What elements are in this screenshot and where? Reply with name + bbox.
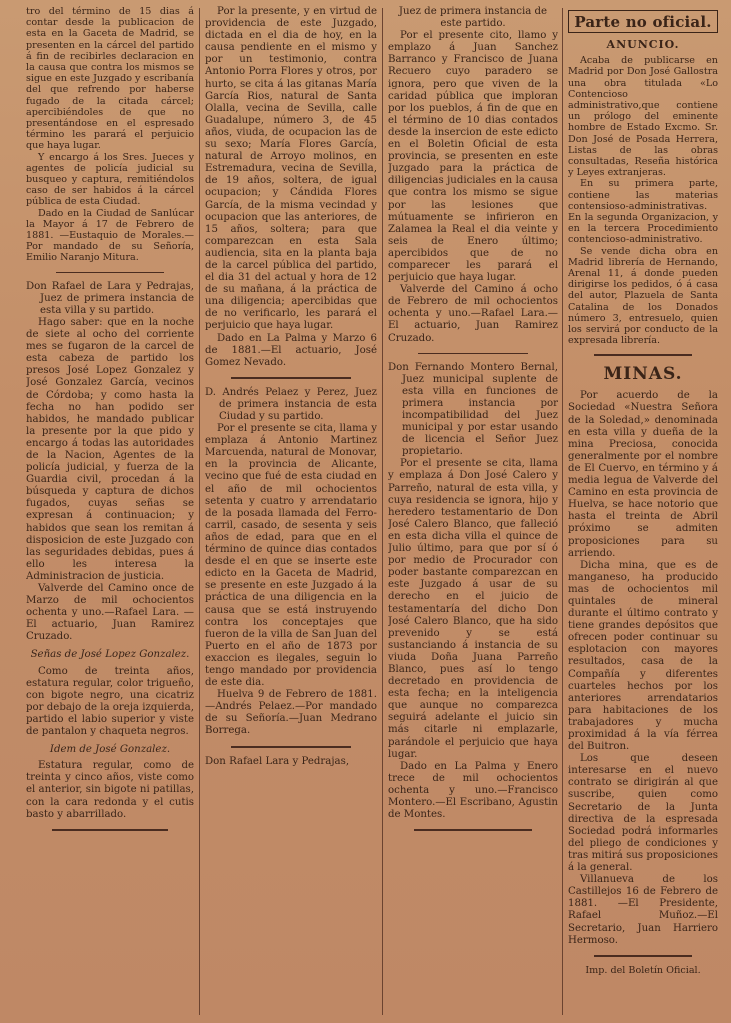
column-divider [382, 8, 383, 1015]
edict-date: Dado en La Palma y Marzo 6 de 1881.—El actuario, José Gomez Nevado. [205, 332, 377, 368]
edict-date: Dado en La Palma y Enero trece de mil ochocientos ochenta y uno.—Francisco Montero.—El Escribano, Agustin de Montes. [388, 760, 558, 821]
edict-heading: Don Rafael de Lara y Pedrajas, Juez de primera instancia de esta villa y su partido. [26, 280, 194, 316]
edict-heading: Juez de primera instancia de este partido. [398, 6, 548, 30]
anuncio-title: ANUNCIO. [606, 38, 680, 51]
column-1 [26, 6, 194, 1017]
separator [594, 955, 692, 957]
edict-body: Por el presente se cita, llama y emplaza á Antonio Martinez Marcuenda, natural de Monovar, en la provincia de Alicante, vecino que fué de esta ciudad en el año de mil ochocientos setenta y cuatro y arrendatario de la posada llamada del Ferro-carril, casado, de sesenta y seis años de edad, para que en el término de quince dias contados desde el en que se inserte este edicto en la Gaceta de Madrid, se presente en este Juzgado á la práctica de una diligencia en la causa que se está instruyendo contra los conceptajes que fueron de la villa de San Juan del Puerto en el año de 1873 por exaccion es ilegales, seguin lo tengo mandado por providencia de este dia. [205, 423, 377, 689]
edict-citacion [205, 6, 377, 369]
column-4 [568, 6, 718, 1017]
edict-heading: Don Fernando Montero Bernal, Juez municipal suplente de esta villa en funciones de primera instancia por incompatibilidad del Juez municipal y por estar usando de licencia el Señor Juez propietario. [388, 361, 558, 458]
separator [52, 829, 168, 831]
edict-date: Valverde del Camino once de Marzo de mil ochocientos ochenta y uno.—Rafael Lara. —El actuario, Juan Ramirez Cruzado. [26, 583, 194, 643]
separator [56, 272, 164, 273]
minas-text: Los que deseen interesarse en el nuevo contrato se dirigirán al que suscribe, quien como Secretario de la Junta directiva de la espresada Sociedad podrá informarles del pliego de condiciones y tras mitirá sus proposiciones á la general. [568, 753, 718, 874]
column-divider [199, 8, 200, 1015]
separator [594, 354, 692, 356]
edict-body: Por el presente cito, llamo y emplazo á Juan Sanchez Barranco y Francisco de Juana Recuero cuyo paradero se ignora, pero que viven de la caridad pública que imploran por los pueblos, á fin de que en el término de 10 dias contados desde la insercion de este edicto en el Boletin Oficial de esta provincia, se presenten en este Juzgado para la práctica de diligencias judiciales en la causa que contra los mismo se sigue por las lesiones que mútuamente se infirieron en Zalamea la Real el dia veinte y seis de Enero último; apercibidos que de no comparecer les parará el perjuicio que haya lugar. [388, 30, 558, 284]
minas-text: Por acuerdo de la Sociedad «Nuestra Señora de la Soledad,» denominada en esta villa y dueña de la mina Preciosa, conocida generalmente por el nombre de El Cuervo, en término y á media legua de Valverde del Camino en esta provincia de Huelva, se hace notorio que hasta el treinta de Abril próximo se admiten proposiciones para su arriendo. [568, 390, 718, 559]
edict-date: Valverde del Camino á ocho de Febrero de mil ochocientos ochenta y uno.—Rafael Lara.—El actuario, Juan Ramirez Cruzado. [388, 284, 558, 344]
edict-date: Dado en la Ciudad de Sanlúcar la Mayor á 17 de Febrero de 1881. —Eustaquio de Morales.—Por mandado de su Señoría, Emilio Naranjo Mitura. [26, 207, 194, 264]
edict-body: Hago saber: que en la noche de siete al ocho del corriente mes se fugaron de la carcel de esta cabeza de partido los presos José Lopez Gonzalez y José Gonzalez García, vecinos de Córdoba; y como hasta la fecha no han podido ser habidos, he mandado publicar la presente por la que pido y encargo á todas las autoridades de la Nacion, Agentes de la policía judicial, y fuerza de la Guardia civil, procedan á la búsqueda y captura de dichos fugados, cuyas señas se expresan á continuacion; y habidos que sean los remitan á disposicion de este Juzgado con las seguridades debidas, pues á ello les interesa la Administracion de justicia. [26, 316, 194, 582]
edict-encargo: Y encargo á los Sres. Jueces y agentes de policía judicial su busqueo y captura, remitiéndolos caso de ser habidos á la cárcel pública de esta Ciudad. [26, 151, 194, 208]
edict-body: Por la presente, y en virtud de providencia de este Juzgado, dictada en el dia de hoy, en la causa pendiente en el mismo y por un testimonio, contra Antonio Porra Flores y otros, por hurto, se cita á las gitanas María García Rios, natural de Santa Olalla, vecina de Sevilla, calle Guadalupe, número 3, de 45 años, viuda, de ocupacion las de su sexo; María Flores García, natural de Arroyo molinos, en Estremadura, vecina de Sevilla, de 19 años, soltera, de igual ocupacion; y Cándida Flores García, de la misma vecindad y ocupacion que las anteriores, de 15 años, soltera; para que comparezcan en esta Sala audiencia, sita en la planta baja de la carcel pública del partido, el dia 31 del actual y hora de 12 de su mañana, á la práctica de una diligencia; apercibidas que de no verificarlo, les parará el perjuicio que haya lugar. [205, 6, 377, 332]
separator [418, 353, 528, 354]
anuncio-body [568, 55, 718, 346]
anuncio-text: En su primera parte, contiene las materias contensioso-administrativas. En la segunda Organizacion, y en la tercera Procedimiento contencioso-administrativo. [568, 178, 718, 246]
separator [414, 829, 532, 831]
edict-heading: Don Rafael Lara y Pedrajas, [205, 755, 350, 767]
edict-intro: tro del término de 15 dias á contar desde la publicacion de esta en la Gaceta de Madrid, se presenten en la cárcel del partido á fin de recibirles declaracion en la causa que contra los mismos se sigue en este Juzgado y escribanía del que refrendo por haberse fugado de la citada cárcel; apercibiéndoles de que no presentándose en el espresado término les parará el perjuicio que haya lugar. [26, 6, 194, 152]
anuncio-text: Acaba de publicarse en Madrid por Don José Gallostra una obra titulada «Lo Contencioso administrativo,que contiene un prólogo del eminente hombre de Estado Excmo. Sr. Don José de Posada Herrera, Listas de las obras consultadas, Reseña histórica y Leyes extranjeras. [568, 55, 718, 179]
column-2 [205, 6, 377, 1017]
edict-lara [26, 281, 194, 644]
senas-title: Señas de José Lopez Gonzalez. [30, 649, 190, 661]
column-3 [388, 6, 558, 1017]
senas-text: Estatura regular, como de treinta y cinco años, viste como el anterior, sin bigote ni patillas, con la cara redonda y el cutis basto y abarrillado. [26, 760, 194, 820]
column-divider [562, 8, 563, 1015]
minas-date: Villanueva de los Castillejos 16 de Febrero de 1881. —El Presidente, Rafael Muñoz.—El Secretario, Juan Harriero Hermoso. [568, 874, 718, 946]
separator [231, 377, 351, 379]
edict-lara-2 [388, 6, 558, 345]
minas-text: Dicha mina, que es de manganeso, ha producido mas de ochocientos mil quintales de mineral durante el último contrato y tiene grandes depósitos que ofrecen poder continuar su esplotacion con mayores resultados, casa de la Compañía y diferentes cuarteles hechos por los anteriores arrendatarios para habitaciones de los trabajadores y mucha proximidad á la vía férrea del Buitron. [568, 559, 718, 753]
minas-body [568, 390, 718, 946]
edict-pelaez [205, 387, 377, 738]
edict-continuation [26, 6, 194, 264]
senas-text: Como de treinta años, estatura regular, color trigueño, con bigote negro, una cicatriz por debajo de la oreja izquierda, partido el labio superior y viste de pantalon y chaqueta negros. [26, 665, 194, 738]
separator [231, 746, 351, 748]
imprenta-footer: Imp. del Boletín Oficial. [585, 964, 701, 976]
edict-body: Por el presente se cita, llama y emplaza á Don José Calero y Parreño, natural de esta villa, y cuya residencia se ignora, hijo y heredero testamentario de Don José Calero Blanco, que falleció en esta dicha villa el quince de Julio último, para que por sí ó por medio de Procurador con poder bastante comparezcan en este Juzgado á usar de su derecho en el juicio de testamentaría del dicho Don José Calero Blanco, que ha sido prevenido y se está sustanciando á instancia de su viuda Doña Juana Parreño Blanco, pues así lo tengo decretado en providencia de esta fecha; en la inteligencia que aunque no comparezca seguirá adelante el juicio sin más citarle ni emplazarle, parándole el perjuicio que haya lugar. [388, 458, 558, 760]
section-title: Parte no oficial. [568, 10, 718, 33]
senas-title: Idem de José Gonzalez. [49, 744, 171, 756]
minas-title: MINAS. [603, 364, 683, 385]
edict-heading: D. Andrés Pelaez y Perez, Juez de primera instancia de esta Ciudad y su partido. [205, 386, 377, 422]
anuncio-text: Se vende dicha obra en Madrid librería de Hernando, Arenal 11, á donde pueden dirigirse los pedidos, ó á casa del autor, Plazuela de Santa Catalina de los Donados número 3, entresuelo, quien los servirá por conducto de la expresada librería. [568, 245, 718, 347]
edict-montero [388, 362, 558, 822]
edict-date: Huelva 9 de Febrero de 1881.—Andrés Pelaez.—Por mandado de su Señoría.—Juan Medrano Borrega. [205, 689, 377, 737]
